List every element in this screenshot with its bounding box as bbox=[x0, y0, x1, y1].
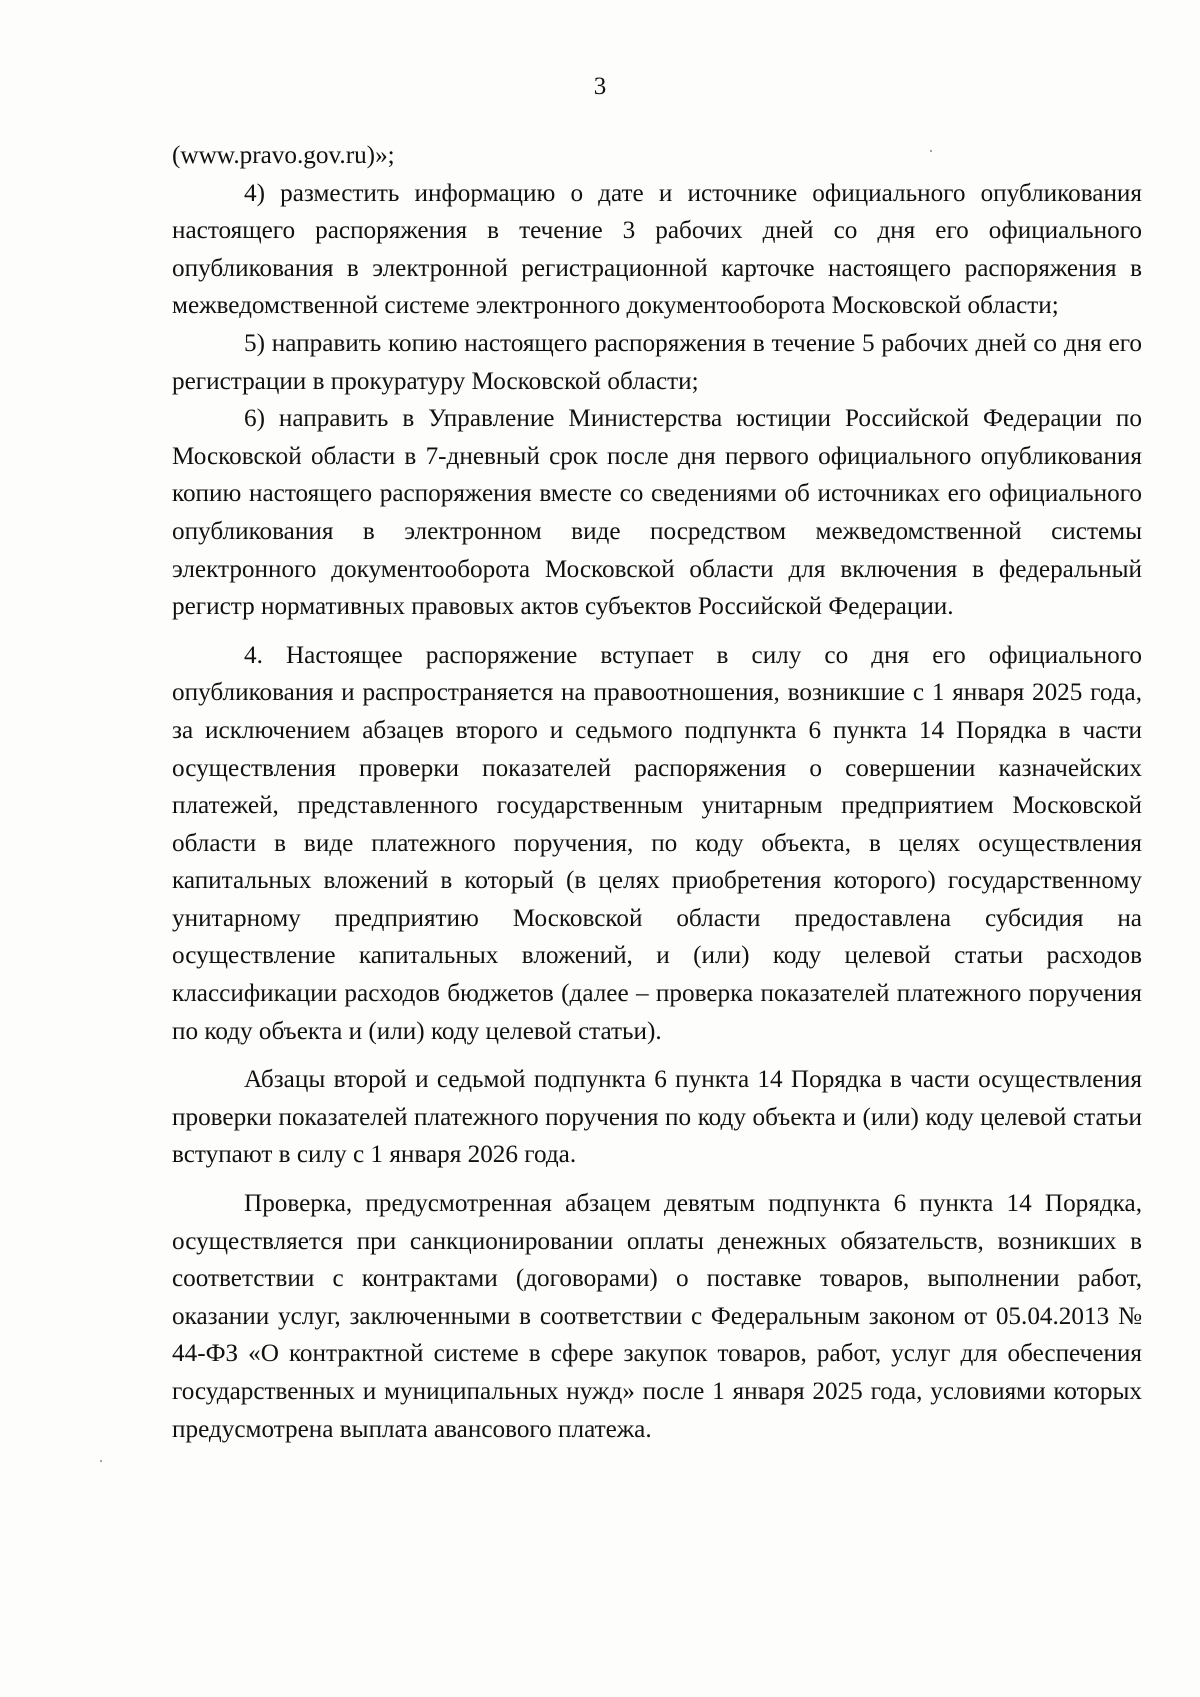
paragraph-item-4: 4) разместить информацию о дате и источнике официального опубликования настоящего распоряжения в течение 3 рабочих дней со дня его официального опубликования в электронной регистрационной карточке настоящего распоряжения в межведомственной системе электронного документооборота Московской области; bbox=[172, 179, 1142, 320]
scan-speck bbox=[100, 1460, 102, 1462]
document-body bbox=[172, 137, 1142, 1448]
paragraph-effective-2026: Абзацы второй и седьмой подпункта 6 пункта 14 Порядка в части осуществления проверки показателей платежного поручения по коду объекта и (или) коду целевой статьи вступают в силу с 1 января 2026 года. bbox=[172, 1066, 1142, 1169]
paragraph-item-6: 6) направить в Управление Министерства юстиции Российской Федерации по Московской области в 7-дневный срок после дня первого официального опубликования копию настоящего распоряжения вместе со сведениями об источниках его официального опубликования в электронном виде посредством межведомственной системы электронного документооборота Московской области для включения в федеральный регистр нормативных правовых актов субъектов Российской Федерации. bbox=[172, 405, 1142, 621]
paragraph-point-4: 4. Настоящее распоряжение вступает в силу со дня его официального опубликования и распространяется на правоотношения, возникшие с 1 января 2025 года, за исключением абзацев второго и седьмого подпункта 6 пункта 14 Порядка в части осуществления проверки показателей распоряжения о совершении казначейских платежей, представленного государственным унитарным предприятием Московской области в виде платежного поручения, по коду объекта, в целях осуществления капитальных вложений в который (в целях приобретения которого) государственному унитарному предприятию Московской области предоставлена субсидия на осуществление капитальных вложений, и (или) коду целевой статьи расходов классификации расходов бюджетов (далее – проверка показателей платежного поручения по коду объекта и (или) коду целевой статьи). bbox=[172, 641, 1142, 1045]
paragraph-verification: Проверка, предусмотренная абзацем девятым подпункта 6 пункта 14 Порядка, осуществляется при санкционировании оплаты денежных обязательств, возникших в соответствии с контрактами (договорами) о поставке товаров, выполнении работ, оказании услуг, заключенными в соответствии с Федеральным законом от 05.04.2013 № 44-ФЗ «О контрактной системе в сфере закупок товаров, работ, услуг для обеспечения государственных и муниципальных нужд» после 1 января 2025 года, условиями которых предусмотрена выплата авансового платежа. bbox=[172, 1190, 1142, 1443]
paragraph-url-tail: (www.pravo.gov.ru)»; bbox=[172, 142, 395, 169]
page-number: 3 bbox=[593, 73, 607, 100]
scan-speck bbox=[930, 150, 932, 152]
paragraph-item-5: 5) направить копию настоящего распоряжения в течение 5 рабочих дней со дня его регистрации в прокуратуру Московской области; bbox=[172, 329, 1142, 395]
